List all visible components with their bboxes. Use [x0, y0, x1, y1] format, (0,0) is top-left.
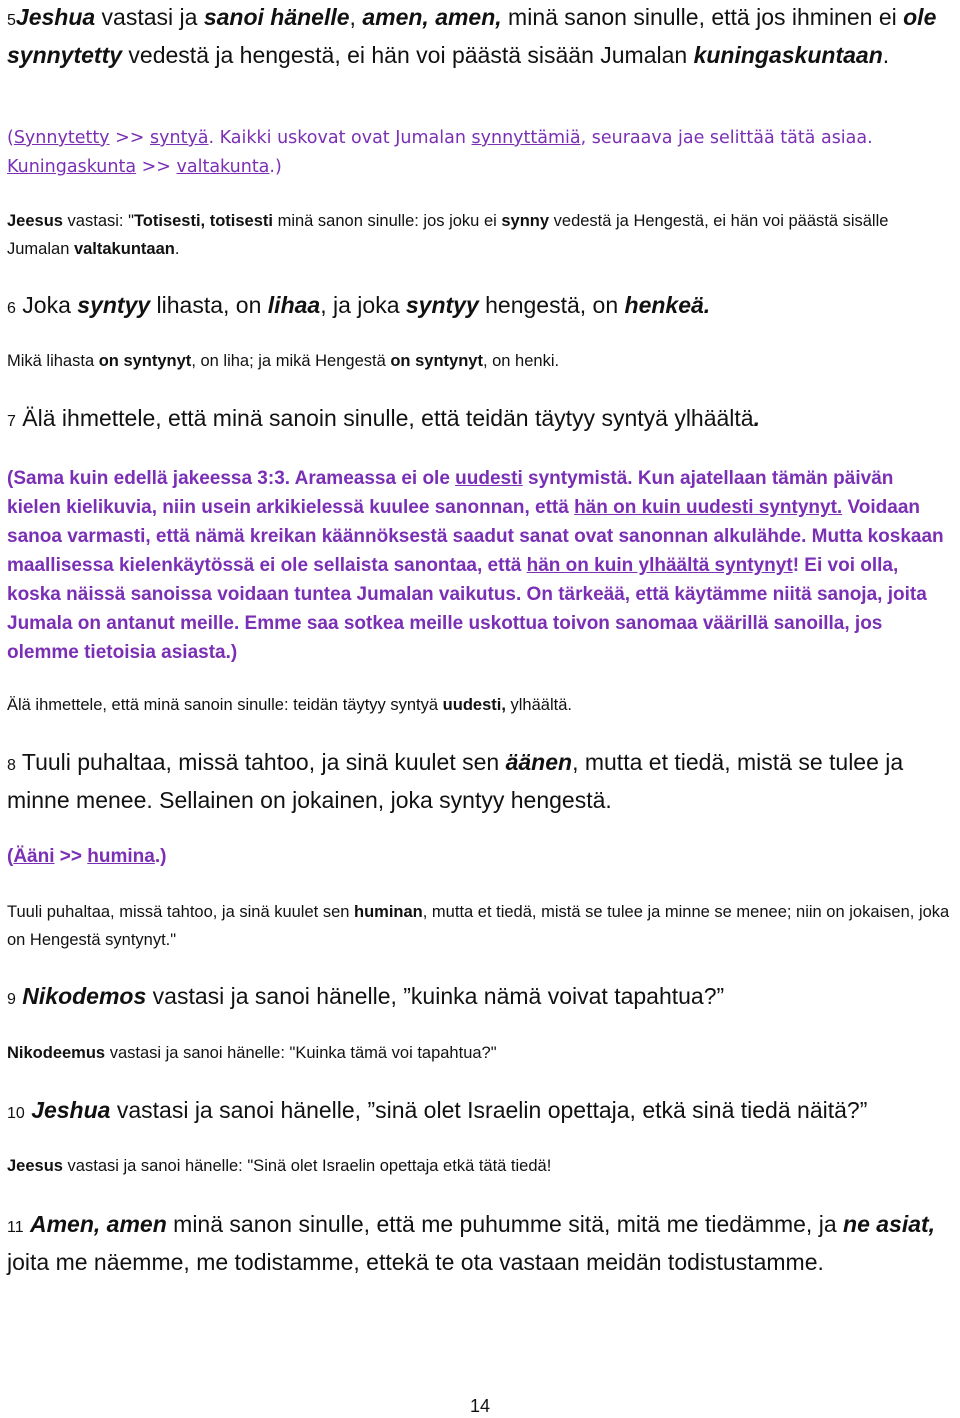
verse-number: 10	[7, 1105, 25, 1122]
verse-7-heading: 7 Älä ihmettele, että minä sanoin sinulle, että teidän täytyy syntyä ylhäältä.	[7, 405, 760, 431]
verse-number: 11	[7, 1219, 24, 1236]
verse-number: 7	[7, 413, 16, 430]
verse-number: 6	[7, 300, 16, 317]
commentary-verse-7: (Sama kuin edellä jakeessa 3:3. Arameassa ei ole uudesti syntymistä. Kun ajatellaan tämän päivän kielen kielikuvia, niin usein arkikielessä kuulee sanonnan, että hän on kuin uudesti syntynyt. Voidaan sanoa varmasti, että nämä kreikan käännöksestä saadut sanat ovat sanonnan alkulähde. Mutta koskaan maallisessa kielenkäytössä ei ole sellaista sanontaa, että hän on kuin ylhäältä syntynyt! Ei voi olla, koska näissä sanoissa voidaan tuntea Jumalan vaikutus. On tärkeää, että käytämme niitä sanoja, joita Jumala on antanut meille. Emme saa sotkea meille uskottua toivon sanomaa väärillä sanoilla, jos olemme tietoisia asiasta.)	[7, 468, 944, 663]
verse-5-heading: 5Jeshua vastasi ja sanoi hänelle, amen, amen, minä sanon sinulle, että jos ihminen ei ole synnytetty vedestä ja hengestä, ei hän voi päästä sisään Jumalan kuningaskuntaan.	[7, 4, 937, 68]
verse-11-heading: 11 Amen, amen minä sanon sinulle, että me puhumme sitä, mitä me tiedämme, ja ne asiat, joita me näemme, me todistamme, ettekä te ota vastaan meidän todistustamme.	[7, 1211, 936, 1275]
translation-verse-10: Jeesus vastasi ja sanoi hänelle: "Sinä olet Israelin opettaja etkä tätä tiedä!	[7, 1157, 552, 1175]
verse-8-heading: 8 Tuuli puhaltaa, missä tahtoo, ja sinä kuulet sen äänen, mutta et tiedä, mistä se tulee ja minne menee. Sellainen on jokainen, joka syntyy hengestä.	[7, 749, 904, 813]
translation-verse-6: Mikä lihasta on syntynyt, on liha; ja mikä Hengestä on syntynyt, on henki.	[7, 352, 560, 370]
translation-verse-7: Älä ihmettele, että minä sanoin sinulle: teidän täytyy syntyä uudesti, ylhäältä.	[7, 696, 572, 714]
verse-number: 8	[7, 757, 16, 774]
verse-9-heading: 9 Nikodemos vastasi ja sanoi hänelle, ”kuinka nämä voivat tapahtua?”	[7, 983, 725, 1009]
commentary-verse-8: (Ääni >> humina.)	[7, 846, 167, 867]
verse-number: 9	[7, 991, 16, 1008]
verse-6-heading: 6 Joka syntyy lihasta, on lihaa, ja joka syntyy hengestä, on henkeä.	[7, 292, 711, 318]
verse-number: 5	[7, 12, 16, 29]
commentary-verse-5: (Synnytetty >> syntyä. Kaikki uskovat ovat Jumalan synnyttämiä, seuraava jae selittää tätä asiaa. Kuningaskunta >> valtakunta.)	[7, 128, 873, 177]
translation-verse-5: Jeesus vastasi: "Totisesti, totisesti minä sanon sinulle: jos joku ei synny vedestä ja Hengestä, ei hän voi päästä sisälle Jumalan valtakuntaan.	[7, 212, 889, 258]
translation-verse-9: Nikodeemus vastasi ja sanoi hänelle: "Kuinka tämä voi tapahtua?"	[7, 1044, 497, 1062]
translation-verse-8: Tuuli puhaltaa, missä tahtoo, ja sinä kuulet sen huminan, mutta et tiedä, mistä se tulee ja minne se menee; niin on jokaisen, joka on Hengestä syntynyt."	[7, 903, 950, 949]
page-number: 14	[469, 1396, 491, 1416]
verse-10-heading: 10 Jeshua vastasi ja sanoi hänelle, ”sinä olet Israelin opettaja, etkä sinä tiedä näitä?”	[7, 1097, 868, 1123]
